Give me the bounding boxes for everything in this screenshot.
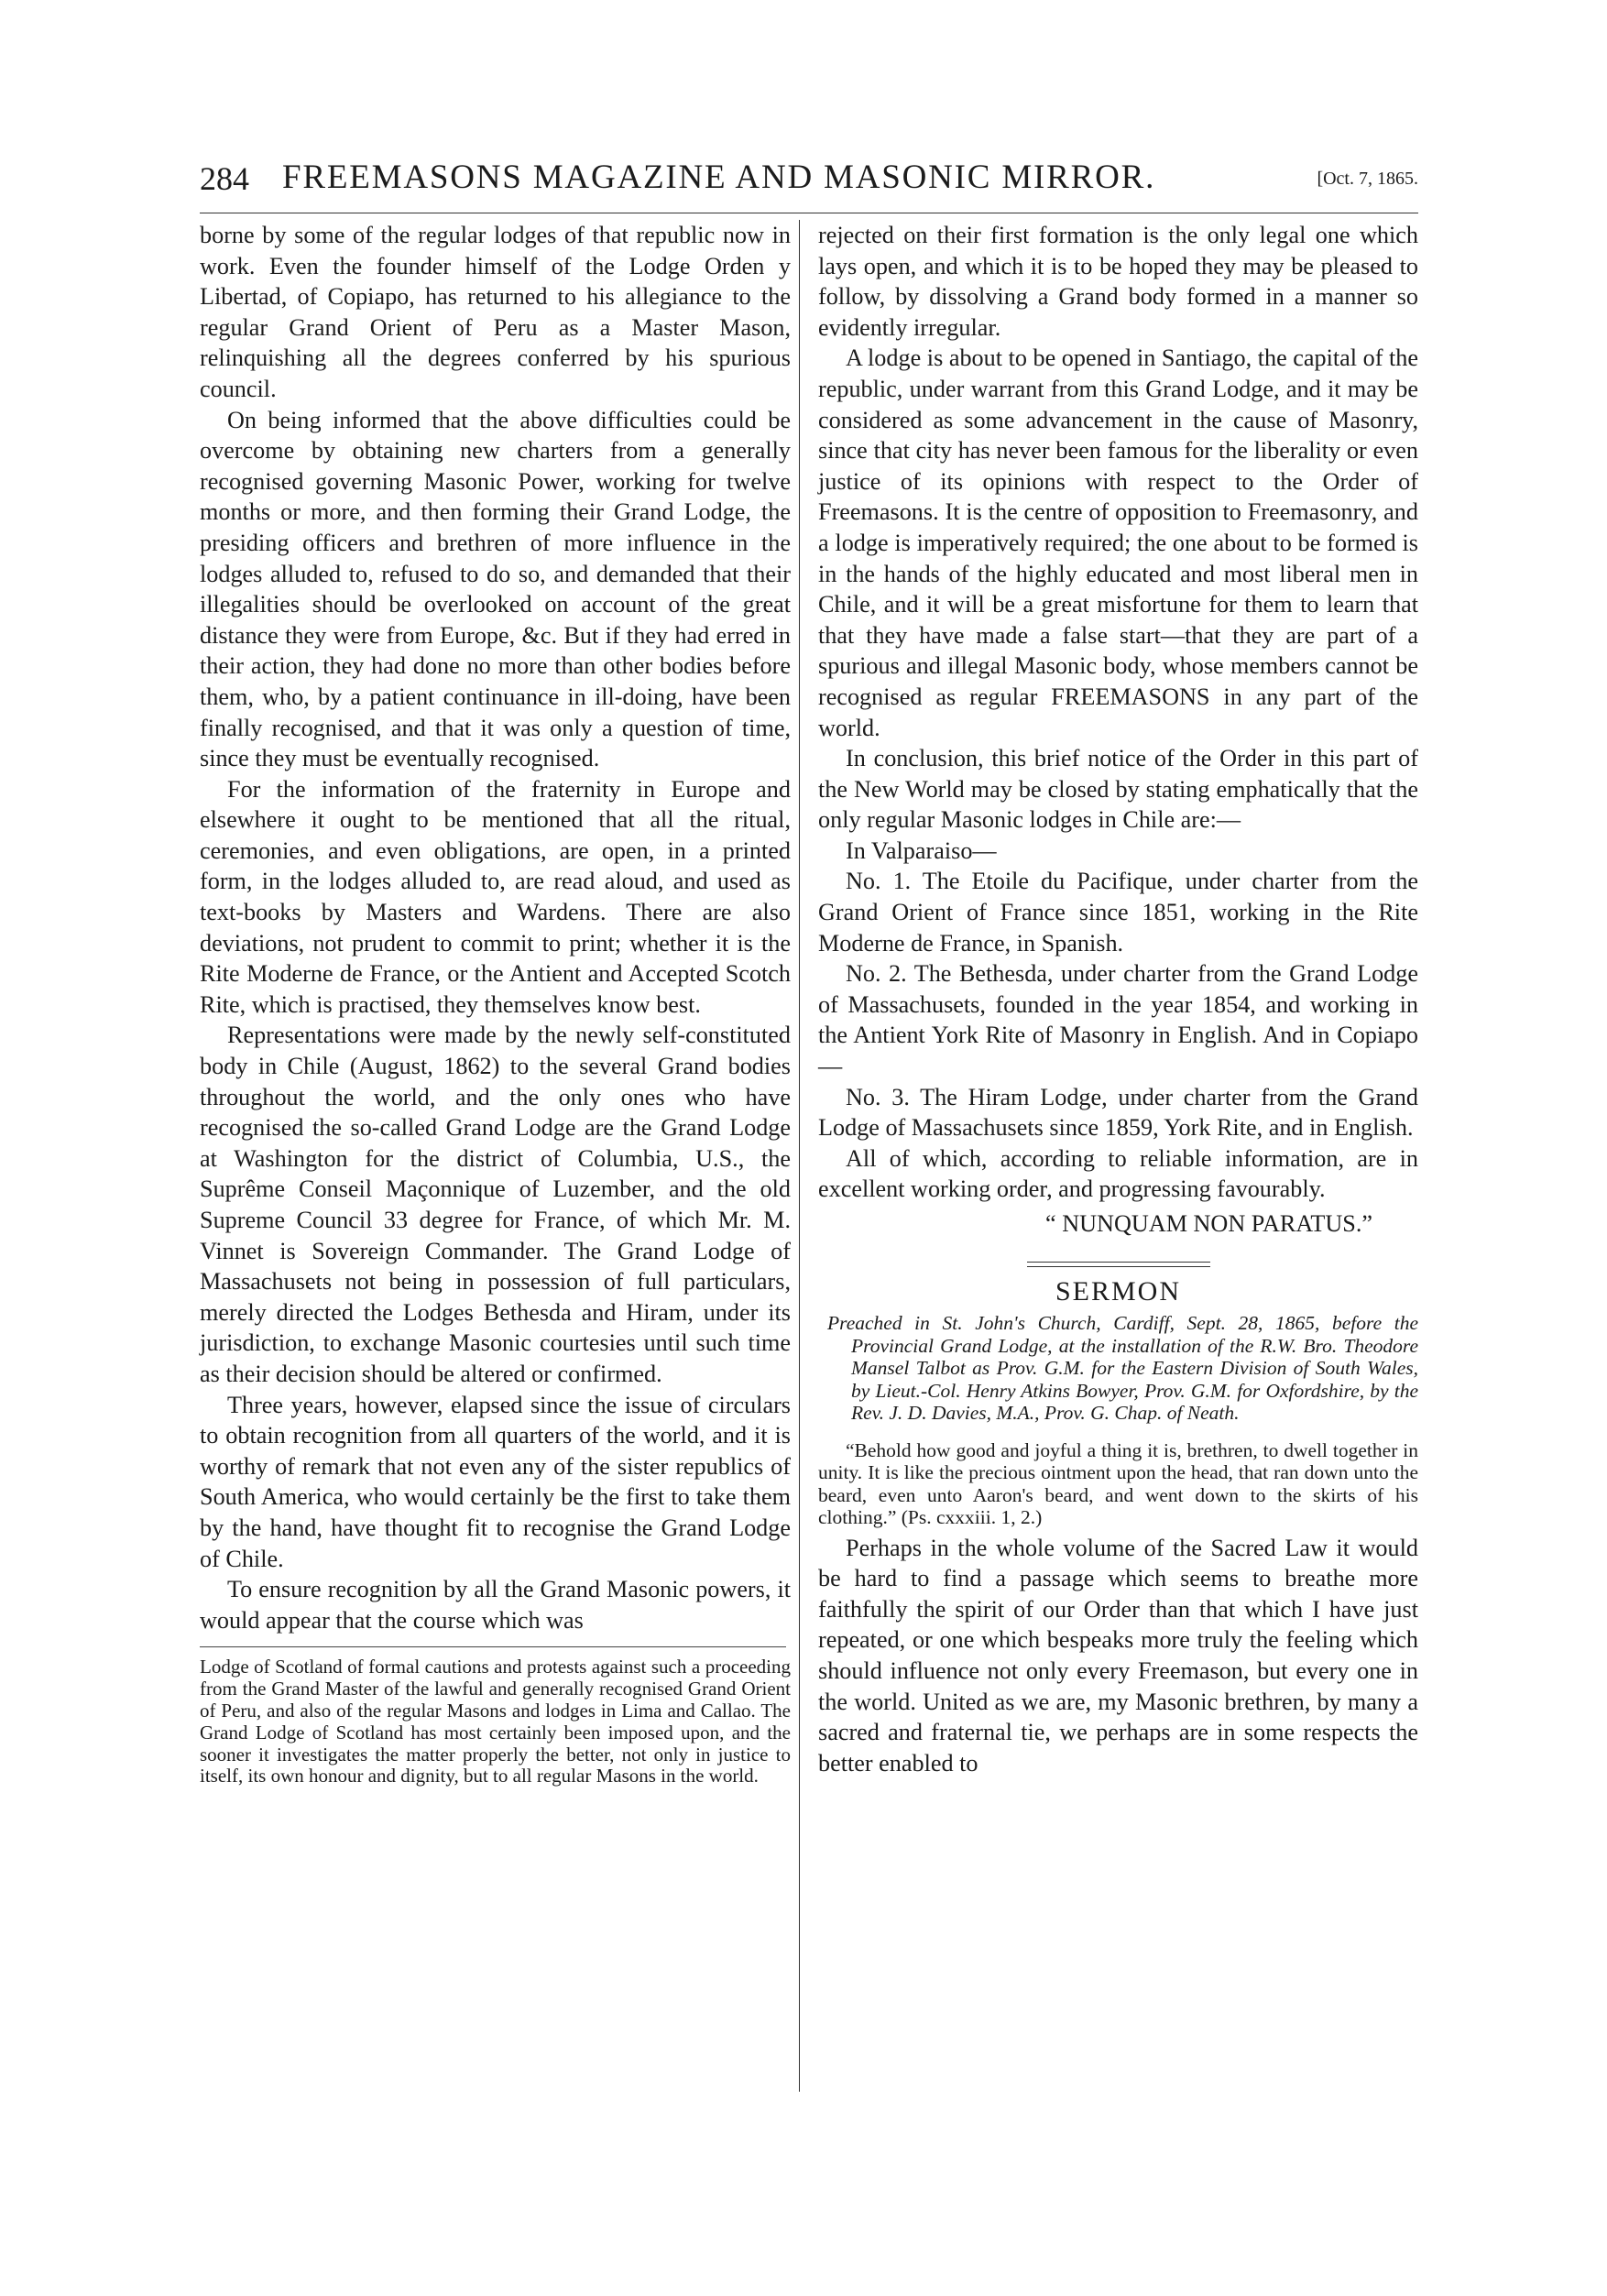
masthead-title: FREEMASONS MAGAZINE AND MASONIC MIRROR. [282,159,1156,196]
footnote-text: Lodge of Scotland of formal cautions and protests against such a proceeding from the Grand Master of the lawful and generally recognised Grand Orient of Peru, and also of the regular Masons and lodges in Lima and Callao. The Grand Lodge of Scotland has most certainly been imposed upon, and the sooner it investigates the matter properly the better, not only in justice to itself, its own honour and dignity, but to all regular Masons in the world. [200,1656,791,1788]
paragraph: To ensure recognition by all the Grand Masonic powers, it would appear that the course which was [200,1576,791,1634]
scripture-quote [818,1439,1418,1529]
page-header [200,156,1418,202]
paragraph: On being informed that the above difficulties could be overcome by obtaining new charters from a generally recognised governing Masonic Power, working for twelve months or more, and then forming their Grand Lodge, the presiding officers and brethren of more influence in the lodges alluded to, refused to do so, and demanded that their illegalities should be overlooked on account of the great distance they were from Europe, &c. But if they had erred in their action, they had done no more than other bodies before them, who, by a patient continuance in ill-doing, have been finally recognised, and that it was only a question of time, since they must be eventually recognised. [200,406,791,772]
footnote-rule [200,1646,786,1647]
scripture-quote-text: “Behold how good and joyful a thing it is, brethren, to dwell together in unity. It is like the precious ointment upon the head, that ran down unto the beard, even unto Aaron's beard, and went down to the skirts of his clothing.” (Ps. cxxxiii. 1, 2.) [818,1438,1418,1529]
footnote [200,1656,791,1788]
section-ornament-rule [1027,1262,1210,1267]
paragraph: In conclusion, this brief notice of the Order in this part of the New World may be closed by stating emphatically that the only regular Masonic lodges in Chile are:— [818,745,1418,834]
column-divider [799,220,800,2092]
paragraph: rejected on their first formation is the only legal one which lays open, and which it is to be hoped they may be pleased to follow, by dissolving a Grand body formed in a manner so evidently irregular. [818,222,1418,341]
paragraph: borne by some of the regular lodges of that republic now in work. Even the founder himself of the Lodge Orden y Libertad, of Copiapo, has returned to his allegiance to the regular Grand Orient of Peru as a Master Mason, relinquishing all the degrees conferred by his spurious council. [200,222,791,402]
right-column [818,220,1418,1778]
paragraph: Three years, however, elapsed since the issue of circulars to obtain recognition from all quarters of the world, and it is worthy of remark that not even any of the sister republics of South America, who would certainly be the first to take them by the hand, have thought fit to recognise the Grand Lodge of Chile. [200,1391,791,1572]
paragraph: No. 2. The Bethesda, under charter from the Grand Lodge of Massachusets, founded in the year 1854, and working in the Antient York Rite of Masonry in English. And in Copiapo— [818,960,1418,1080]
paragraph: For the information of the fraternity in Europe and elsewhere it ought to be mentioned that all the ritual, ceremonies, and even obligations, are open, in a printed form, in the lodges alluded to, are read aloud, and used as text-books by Masters and Wardens. There are also deviations, not prudent to commit to print; whether it is the Rite Moderne de France, or the Antient and Accepted Scotch Rite, which is practised, they themselves know best. [200,775,791,1018]
signature: “ NUNQUAM NON PARATUS.” [1045,1210,1372,1237]
left-column [200,220,791,1788]
sermon-paragraph: Perhaps in the whole volume of the Sacred Law it would be hard to find a passage which seems to breathe more faithfully the spirit of our Order than that which I have just repeated, or one which bespeaks more truly the feeling which should influence not only every Freemason, but every one in the world. United as we are, my Masonic brethren, by many a sacred and fraternal tie, we perhaps are in some respects the better enabled to [818,1534,1418,1777]
paragraph: Representations were made by the newly self-constituted body in Chile (August, 1862) to the several Grand bodies throughout the world, and the only ones who have recognised the so-called Grand Lodge are the Grand Lodge at Washington for the district of Columbia, U.S., the Suprême Conseil Maçonnique of Luzember, and the old Supreme Council 33 degree for France, of which Mr. M. Vinnet is Sovereign Commander. The Grand Lodge of Massachusets not being in possession of full particulars, merely directed the Lodges Bethesda and Hiram, under its jurisdiction, to exchange Masonic courtesies until such time as their decision should be altered or confirmed. [200,1022,791,1387]
page-number: 284 [200,160,249,197]
issue-date: [Oct. 7, 1865. [1317,169,1418,189]
paragraph: All of which, according to reliable information, are in excellent working order, and progressing favourably. [818,1144,1418,1203]
sermon-title: SERMON [1055,1275,1182,1307]
sermon-subtitle: Preached in St. John's Church, Cardiff, Sept. 28, 1865, before the Provincial Grand Lodge, at the installation of the R.W. Bro. Theodore Mansel Talbot as Prov. G.M. for the Eastern Division of South Wales, by Lieut.-Col. Henry Atkins Bowyer, Prov. G.M. for Oxfordshire, by the Rev. J. D. Davies, M.A., Prov. G. Chap. of Neath. [827,1312,1418,1425]
paragraph: A lodge is about to be opened in Santiago, the capital of the republic, under warrant from this Grand Lodge, and it may be considered as some advancement in the cause of Masonry, since that city has never been famous for the liberality or even justice of its opinions with respect to the Order of Freemasons. It is the centre of opposition to Freemasonry, and a lodge is imperatively required; the one about to be formed is in the hands of the highly educated and most liberal men in Chile, and it will be a great misfortune for them to learn that that they have made a false start—that they are part of a spurious and illegal Masonic body, whose members cannot be recognised as regular FREEMASONS in any part of the world. [818,344,1418,741]
paragraph: No. 1. The Etoile du Pacifique, under charter from the Grand Orient of France since 1851, working in the Rite Moderne de France, in Spanish. [818,868,1418,957]
paragraph: No. 3. The Hiram Lodge, under charter from the Grand Lodge of Massachusets since 1859, York Rite, and in English. [818,1083,1418,1142]
paragraph: In Valparaiso— [846,836,997,864]
